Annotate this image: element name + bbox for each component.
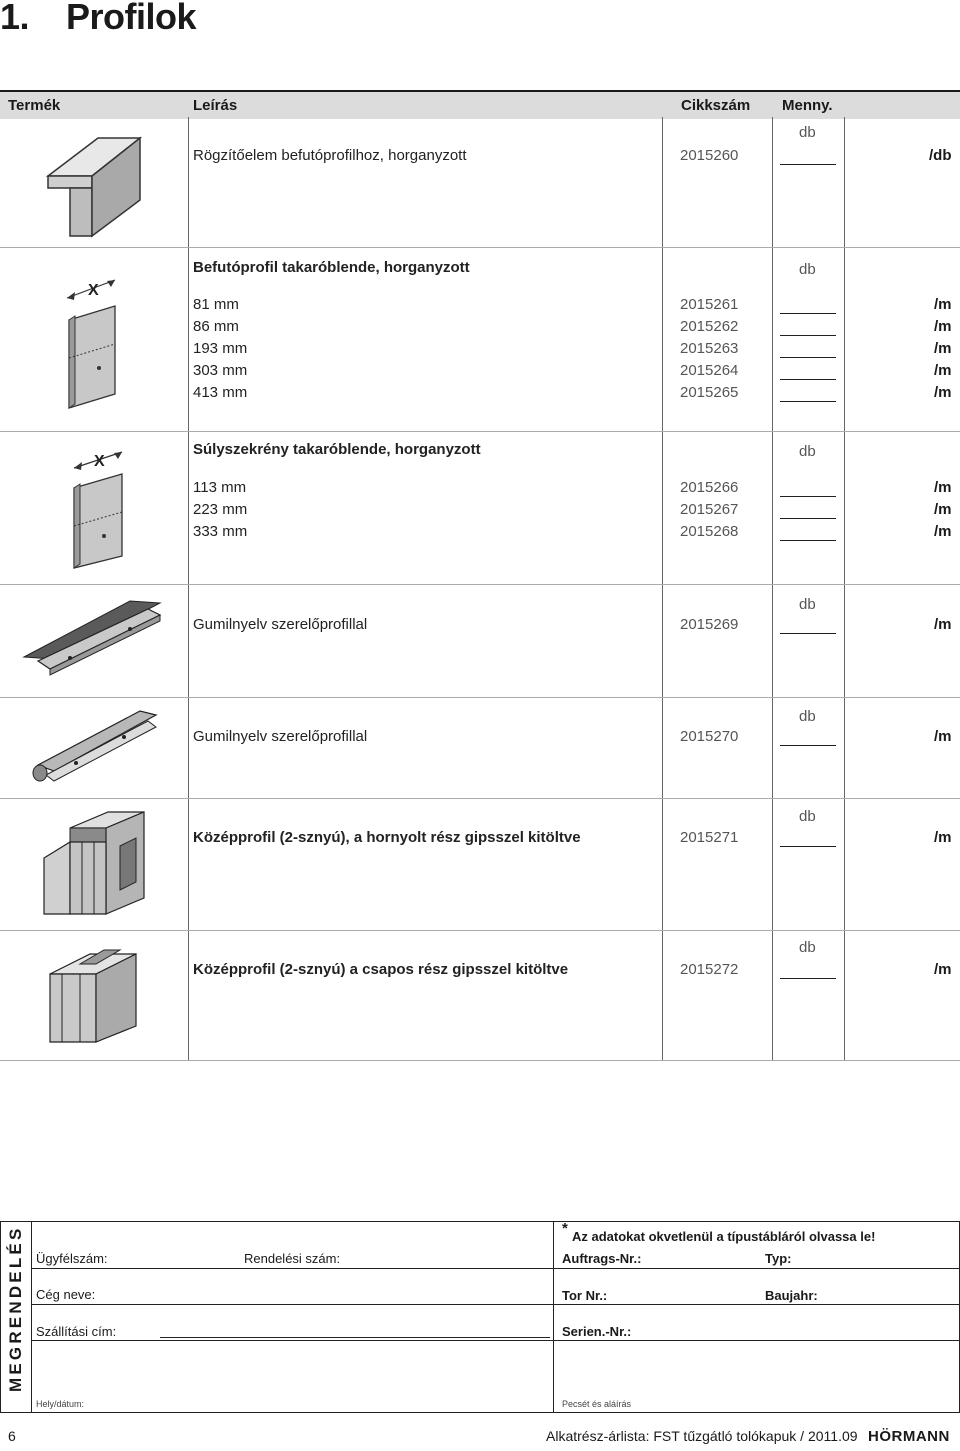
price-unit: /m (934, 728, 952, 745)
svg-text:X: X (94, 453, 105, 470)
svg-text:X: X (88, 282, 99, 299)
article-number: 2015265 (680, 384, 739, 401)
article-number: 2015264 (680, 362, 739, 379)
row-description: Befutóprofil takaróblende, horganyzott (193, 259, 470, 276)
qty-unit-label: db (799, 596, 816, 613)
quantity-field[interactable] (780, 357, 836, 358)
size-label: 86 mm (193, 318, 239, 335)
baujahr-label[interactable]: Baujahr: (765, 1288, 818, 1303)
quantity-field[interactable] (780, 401, 836, 402)
header-quantity: Menny. (782, 97, 833, 114)
quantity-field[interactable] (780, 496, 836, 497)
quantity-field[interactable] (780, 379, 836, 380)
header-description: Leírás (193, 97, 238, 114)
quantity-field[interactable] (780, 978, 836, 979)
section-title: Profilok (66, 0, 197, 37)
row-description: Súlyszekrény takaróblende, horganyzott (193, 441, 481, 458)
article-number: 2015269 (680, 616, 739, 633)
size-label: 413 mm (193, 384, 248, 401)
row-description: Rögzítőelem befutóprofilhoz, horganyzott (193, 147, 467, 164)
quantity-field[interactable] (780, 335, 836, 336)
brand-logo: HÖRMANN (868, 1428, 950, 1445)
row-description: Középprofil (2-sznyú), a hornyolt rész gipsszel kitöltve (193, 829, 581, 846)
page-title (0, 0, 196, 38)
tor-label[interactable]: Tor Nr.: (562, 1288, 608, 1303)
qty-unit-label: db (799, 124, 816, 141)
size-label: 223 mm (193, 501, 248, 518)
page-number: 6 (8, 1428, 16, 1444)
row-divider (0, 431, 960, 432)
row-divider (0, 930, 960, 931)
column-divider (772, 117, 773, 1060)
order-side-text: MEGRENDELÉS (6, 1225, 25, 1392)
qty-unit-label: db (799, 443, 816, 460)
auftrags-label[interactable]: Auftrags-Nr.: (562, 1251, 642, 1266)
article-number: 2015267 (680, 501, 739, 518)
rubber-lip-round-icon (28, 705, 168, 790)
price-unit: /m (934, 501, 952, 518)
typ-label[interactable]: Typ: (765, 1251, 792, 1266)
center-profile-groove-icon (36, 808, 158, 920)
quantity-field[interactable] (780, 745, 836, 746)
row-description: Középprofil (2-sznyú) a csapos rész gipsszel kitöltve (193, 961, 569, 978)
qty-unit-label: db (799, 808, 816, 825)
qty-unit-label: db (799, 708, 816, 725)
center-profile-tongue-icon (40, 940, 150, 1048)
size-label: 81 mm (193, 296, 239, 313)
form-note: Az adatokat okvetlenül a típustábláról olvassa le! (572, 1229, 876, 1244)
article-number: 2015263 (680, 340, 739, 357)
column-divider (188, 117, 189, 1060)
article-number: 2015271 (680, 829, 739, 846)
form-divider (32, 1268, 959, 1269)
header-code: Cikkszám (681, 97, 751, 114)
size-label: 333 mm (193, 523, 248, 540)
order-number-label[interactable]: Rendelési szám: (244, 1251, 341, 1266)
price-unit: /m (934, 340, 952, 357)
price-unit: /m (934, 479, 952, 496)
serien-label[interactable]: Serien.-Nr.: (562, 1324, 632, 1339)
section-number: 1. (0, 0, 30, 37)
quantity-field[interactable] (780, 846, 836, 847)
quantity-field[interactable] (780, 633, 836, 634)
quantity-field[interactable] (780, 164, 836, 165)
size-label: 303 mm (193, 362, 248, 379)
address-line (160, 1337, 550, 1338)
form-divider (32, 1304, 959, 1305)
quantity-field[interactable] (780, 540, 836, 541)
qty-unit-label: db (799, 939, 816, 956)
form-divider (553, 1222, 554, 1412)
row-description: Gumilnyelv szerelőprofillal (193, 616, 368, 633)
order-form (0, 1221, 960, 1413)
price-unit: /m (934, 829, 952, 846)
form-divider (31, 1222, 32, 1412)
place-date-label[interactable]: Hely/dátum: (36, 1399, 85, 1409)
price-unit: /db (929, 147, 952, 164)
price-unit: /m (934, 523, 952, 540)
article-number: 2015261 (680, 296, 739, 313)
customer-number-label[interactable]: Ügyfélszám: (36, 1251, 108, 1266)
company-name-label[interactable]: Cég neve: (36, 1287, 96, 1302)
article-number: 2015272 (680, 961, 739, 978)
qty-unit-label: db (799, 261, 816, 278)
cover-strip-x-icon (60, 442, 150, 572)
article-number: 2015262 (680, 318, 739, 335)
asterisk-mark: * (562, 1220, 568, 1237)
size-label: 113 mm (193, 479, 247, 496)
quantity-field[interactable] (780, 313, 836, 314)
price-unit: /m (934, 296, 952, 313)
price-unit: /m (934, 362, 952, 379)
stamp-signature-label[interactable]: Pecsét és aláírás (562, 1399, 632, 1409)
order-side-label (0, 1222, 32, 1412)
header-product: Termék (8, 97, 61, 114)
delivery-address-label[interactable]: Szállítási cím: (36, 1324, 117, 1339)
quantity-field[interactable] (780, 518, 836, 519)
cover-strip-x-icon (55, 270, 145, 410)
price-unit: /m (934, 961, 952, 978)
row-description: Gumilnyelv szerelőprofillal (193, 728, 368, 745)
table-header (0, 90, 960, 119)
column-divider (662, 117, 663, 1060)
footer-document-title: Alkatrész-árlista: FST tűzgátló tolókapuk / 2011.09 (546, 1428, 858, 1444)
price-unit: /m (934, 384, 952, 401)
row-divider (0, 584, 960, 585)
column-divider (844, 117, 845, 1060)
rubber-lip-flat-icon (20, 595, 170, 685)
size-label: 193 mm (193, 340, 248, 357)
price-unit: /m (934, 318, 952, 335)
row-divider (0, 798, 960, 799)
article-number: 2015270 (680, 728, 739, 745)
article-number: 2015260 (680, 147, 739, 164)
article-number: 2015268 (680, 523, 739, 540)
bracket-profile-icon (40, 128, 150, 240)
row-divider (0, 1060, 960, 1061)
form-divider (32, 1340, 959, 1341)
row-divider (0, 247, 960, 248)
price-unit: /m (934, 616, 952, 633)
row-divider (0, 697, 960, 698)
article-number: 2015266 (680, 479, 739, 496)
